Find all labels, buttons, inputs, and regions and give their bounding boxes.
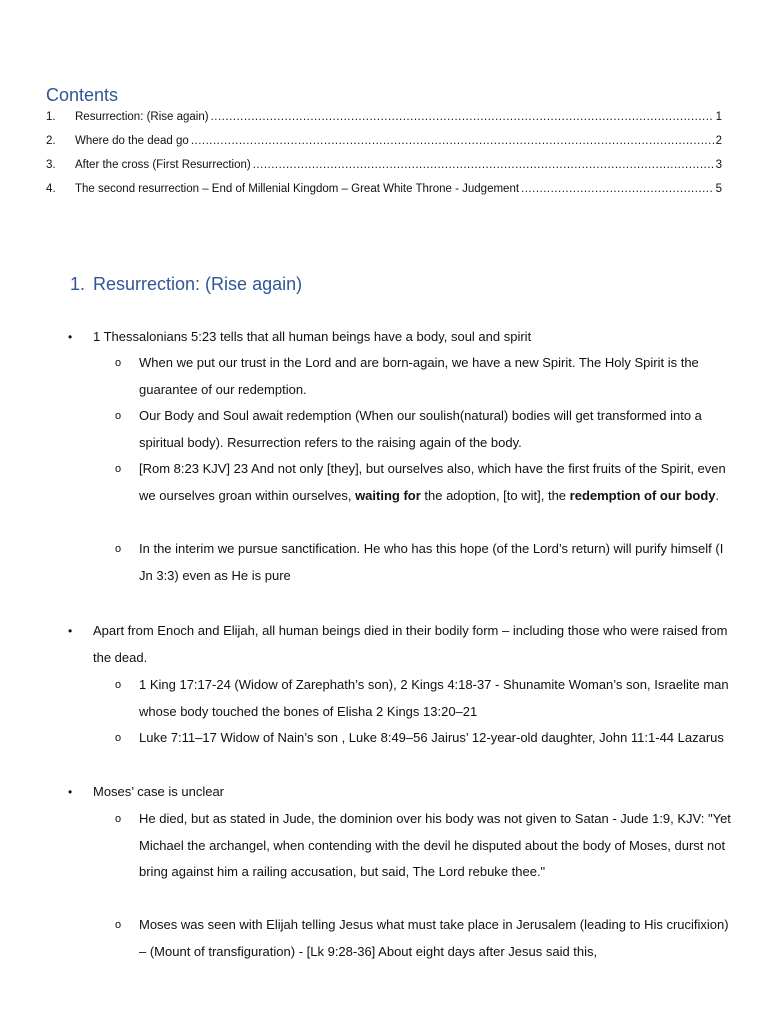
sub-bullet-item bbox=[115, 912, 734, 965]
toc-entry-text: Where do the dead go bbox=[75, 135, 189, 147]
sub-bullet-marker: o bbox=[115, 410, 122, 422]
sub-bullet-text: Moses was seen with Elijah telling Jesus what must take place in Jerusalem (leading to His crucifixion) – (Mount of transfiguration) - [Lk 9:28-36] About eight days after Jesus said this, bbox=[139, 917, 729, 959]
toc-leader-dots bbox=[191, 133, 714, 149]
sub-bullet-item bbox=[115, 672, 734, 725]
sub-bullet-marker: o bbox=[115, 732, 122, 744]
toc-entry-text: The second resurrection – End of Millenial Kingdom – Great White Throne - Judgement bbox=[75, 183, 520, 195]
bullet-marker: • bbox=[68, 330, 73, 344]
bullet-item bbox=[68, 618, 733, 671]
toc-entry-page: 2 bbox=[715, 135, 722, 147]
sub-bullet-marker: o bbox=[115, 543, 122, 555]
bullet-text: 1 Thessalonians 5:23 tells that all human beings have a body, soul and spirit bbox=[93, 329, 532, 344]
toc-entry-page: 3 bbox=[715, 159, 722, 171]
section-number: 1. bbox=[70, 274, 86, 294]
sub-bullet-marker: o bbox=[115, 463, 122, 475]
toc-leader-dots bbox=[521, 181, 714, 197]
emphasis-text: redemption of our body bbox=[569, 487, 716, 503]
sub-bullet-text: He died, but as stated in Jude, the dominion over his body was not given to Satan - Jude 1:9, KJV: "Yet Michael the archangel, when contending with the devil he disputed about the body of Moses, durst not bring against him a railing accusation, but said, The Lord rebuke thee." bbox=[139, 811, 731, 879]
toc-entry-text: After the cross (First Resurrection) bbox=[75, 159, 251, 171]
sub-bullet-item bbox=[115, 350, 734, 403]
toc-entry-number: 2. bbox=[46, 135, 56, 147]
sub-bullet-text: Our Body and Soul await redemption (When our soulish(natural) bodies will get transformed into a spiritual body). Resurrection refers to the raising again of the body. bbox=[139, 408, 702, 450]
sub-bullet-text: 1 King 17:17-24 (Widow of Zarephath’s son), 2 Kings 4:18-37 - Shunamite Woman’s son, Israelite man whose body touched the bones of Elisha 2 Kings 13:20–21 bbox=[139, 677, 729, 719]
bullet-text: Moses’ case is unclear bbox=[93, 784, 225, 799]
toc-entry[interactable] bbox=[46, 181, 722, 197]
sub-bullet-marker: o bbox=[115, 813, 122, 825]
sub-bullet-text: In the interim we pursue sanctification. He who has this hope (of the Lord’s return) will purify himself (I Jn 3:3) even as He is pure bbox=[139, 541, 724, 583]
toc-entry-number: 3. bbox=[46, 159, 56, 171]
sub-bullet-item bbox=[115, 536, 734, 589]
toc-entry[interactable] bbox=[46, 109, 722, 125]
sub-bullet-marker: o bbox=[115, 357, 122, 369]
bullet-marker: • bbox=[68, 624, 73, 638]
sub-bullet-item bbox=[115, 456, 734, 509]
toc-entry-number: 1. bbox=[46, 111, 56, 123]
section-title: Resurrection: (Rise again) bbox=[93, 274, 303, 294]
toc-entry-page: 5 bbox=[715, 183, 722, 195]
toc-leader-dots bbox=[253, 157, 714, 173]
emphasis-text: waiting for bbox=[355, 487, 421, 503]
toc-entry[interactable] bbox=[46, 157, 722, 173]
section-heading bbox=[70, 274, 302, 295]
sub-bullet-marker: o bbox=[115, 679, 122, 691]
sub-bullet-item bbox=[115, 725, 734, 752]
sub-bullet-item bbox=[115, 806, 734, 886]
scripture-quote-cont: the adoption, [to wit], the bbox=[420, 487, 570, 503]
bullet-item bbox=[68, 324, 733, 351]
sub-bullet-marker: o bbox=[115, 919, 122, 931]
bullet-text: Apart from Enoch and Elijah, all human beings died in their bodily form – including those who were raised from the dead. bbox=[93, 623, 728, 665]
toc-entry[interactable] bbox=[46, 133, 722, 149]
toc-entry-number: 4. bbox=[46, 183, 56, 195]
bullet-marker: • bbox=[68, 785, 73, 799]
toc-leader-dots bbox=[211, 109, 714, 125]
scripture-quote: [Rom 8:23 KJV] 23 And not only [they], but ourselves also, which have the first fruits of the Spirit, even we ourselves groan within ourselves, bbox=[139, 461, 726, 503]
toc-entry-page: 1 bbox=[715, 111, 722, 123]
sub-bullet-text: Luke 7:11–17 Widow of Nain’s son , Luke 8:49–56 Jairus’ 12-year-old daughter, John 11:1-44 Lazarus bbox=[139, 730, 724, 745]
sub-bullet-item bbox=[115, 403, 734, 456]
toc-entry-text: Resurrection: (Rise again) bbox=[75, 111, 209, 123]
toc-title: Contents bbox=[46, 85, 119, 105]
sub-bullet-text: When we put our trust in the Lord and are born-again, we have a new Spirit. The Holy Spirit is the guarantee of our redemption. bbox=[139, 355, 699, 397]
bullet-item bbox=[68, 779, 733, 806]
period: . bbox=[715, 487, 720, 503]
